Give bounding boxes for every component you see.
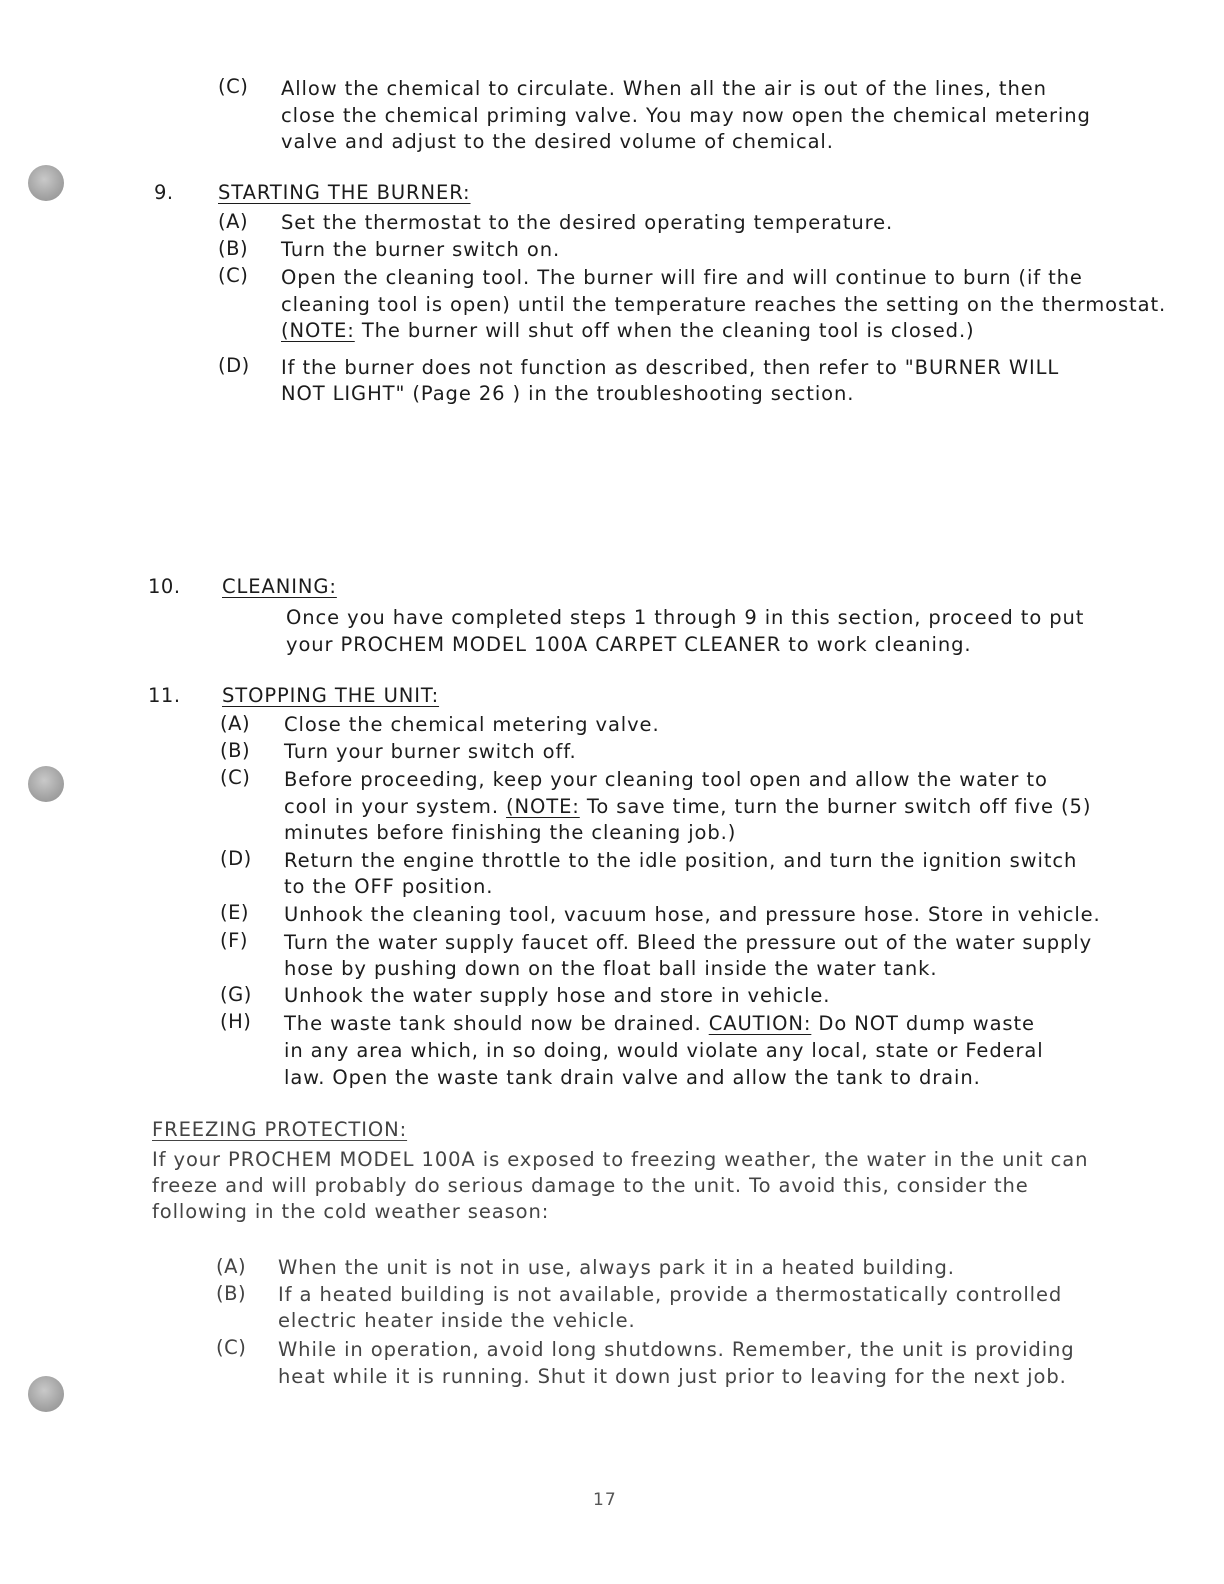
section-9-heading: STARTING THE BURNER: (218, 181, 471, 204)
item-text: Before proceeding, keep your cleaning tool open and allow the water to (284, 768, 1048, 791)
section-11-number: 11. (148, 684, 181, 707)
top-item-line: Allow the chemical to circulate. When all the air is out of the lines, then (281, 77, 1047, 100)
item-label: (F) (220, 929, 248, 952)
item-text: While in operation, avoid long shutdowns. Remember, the unit is providing (278, 1338, 1075, 1361)
item-text-part: To save time, turn the burner switch off five (5) (579, 795, 1092, 818)
section-10-heading: CLEANING: (222, 575, 337, 598)
top-item-label: (C) (218, 75, 249, 98)
item-label: (H) (220, 1010, 252, 1033)
item-label: (B) (218, 237, 249, 260)
item-text: hose by pushing down on the float ball inside the water tank. (284, 957, 938, 980)
item-text: Close the chemical metering valve. (284, 713, 660, 736)
item-label: (B) (220, 739, 251, 762)
punch-hole-middle (28, 766, 64, 802)
item-label: (A) (216, 1255, 247, 1278)
item-text: Turn the burner switch on. (281, 238, 561, 261)
note-label: (NOTE: (506, 795, 580, 818)
item-text: If the burner does not function as described, then refer to "BURNER WILL (281, 356, 1060, 379)
item-label: (B) (216, 1282, 247, 1305)
section-10-text: Once you have completed steps 1 through 9 in this section, proceed to put (286, 606, 1085, 629)
item-text: Set the thermostat to the desired operating temperature. (281, 211, 894, 234)
punch-hole-top (28, 165, 64, 201)
item-text (284, 1011, 1035, 1037)
note-text: The burner will shut off when the cleaning tool is closed.) (354, 319, 975, 342)
item-text: Unhook the cleaning tool, vacuum hose, and pressure hose. Store in vehicle. (284, 903, 1101, 926)
item-text: When the unit is not in use, always park it in a heated building. (278, 1256, 955, 1279)
item-text: NOT LIGHT" (Page 26 ) in the troubleshooting section. (281, 382, 855, 405)
item-text-part: Do NOT dump waste (811, 1012, 1035, 1035)
item-text (284, 794, 1091, 820)
item-text: Unhook the water supply hose and store in vehicle. (284, 984, 831, 1007)
item-label: (C) (220, 766, 251, 789)
item-text: Open the cleaning tool. The burner will fire and will continue to burn (if the (281, 266, 1083, 289)
item-text: law. Open the waste tank drain valve and allow the tank to drain. (284, 1066, 981, 1089)
item-label: (G) (220, 983, 252, 1006)
item-text: If a heated building is not available, provide a thermostatically controlled (278, 1283, 1063, 1306)
freezing-intro: freeze and will probably do serious damage to the unit. To avoid this, consider the (152, 1174, 1029, 1197)
item-text-part: cool in your system. (284, 795, 507, 818)
item-label: (C) (218, 264, 249, 287)
item-label: (A) (220, 712, 251, 735)
item-label: (D) (220, 847, 252, 870)
top-item-line: valve and adjust to the desired volume of chemical. (281, 130, 834, 153)
item-text: to the OFF position. (284, 875, 494, 898)
item-label: (E) (220, 901, 250, 924)
item-label: (A) (218, 210, 249, 233)
item-text: Return the engine throttle to the idle position, and turn the ignition switch (284, 849, 1078, 872)
item-text: Turn the water supply faucet off. Bleed the pressure out of the water supply (284, 931, 1093, 954)
top-item-line: close the chemical priming valve. You may now open the chemical metering (281, 104, 1091, 127)
caution-label: CAUTION: (708, 1012, 812, 1035)
item-text: electric heater inside the vehicle. (278, 1309, 636, 1332)
item-text-part: The waste tank should now be drained. (284, 1012, 709, 1035)
note-label: (NOTE: (281, 319, 355, 342)
section-11-heading: STOPPING THE UNIT: (222, 684, 440, 707)
freezing-intro: If your PROCHEM MODEL 100A is exposed to freezing weather, the water in the unit can (152, 1148, 1089, 1171)
item-text: cleaning tool is open) until the temperature reaches the setting on the thermostat. (281, 293, 1167, 316)
page-number: 17 (593, 1490, 617, 1510)
freezing-heading: FREEZING PROTECTION: (152, 1118, 408, 1141)
item-text: heat while it is running. Shut it down just prior to leaving for the next job. (278, 1365, 1067, 1388)
note-line (281, 318, 975, 344)
item-label: (D) (218, 354, 250, 377)
punch-hole-bottom (28, 1376, 64, 1412)
freezing-intro: following in the cold weather season: (152, 1200, 550, 1223)
item-text: Turn your burner switch off. (284, 740, 577, 763)
item-text: in any area which, in so doing, would violate any local, state or Federal (284, 1039, 1044, 1062)
section-9-number: 9. (154, 181, 174, 204)
section-10-number: 10. (148, 575, 181, 598)
item-label: (C) (216, 1336, 247, 1359)
section-10-text: your PROCHEM MODEL 100A CARPET CLEANER to work cleaning. (286, 633, 972, 656)
item-text: minutes before finishing the cleaning job.) (284, 821, 737, 844)
